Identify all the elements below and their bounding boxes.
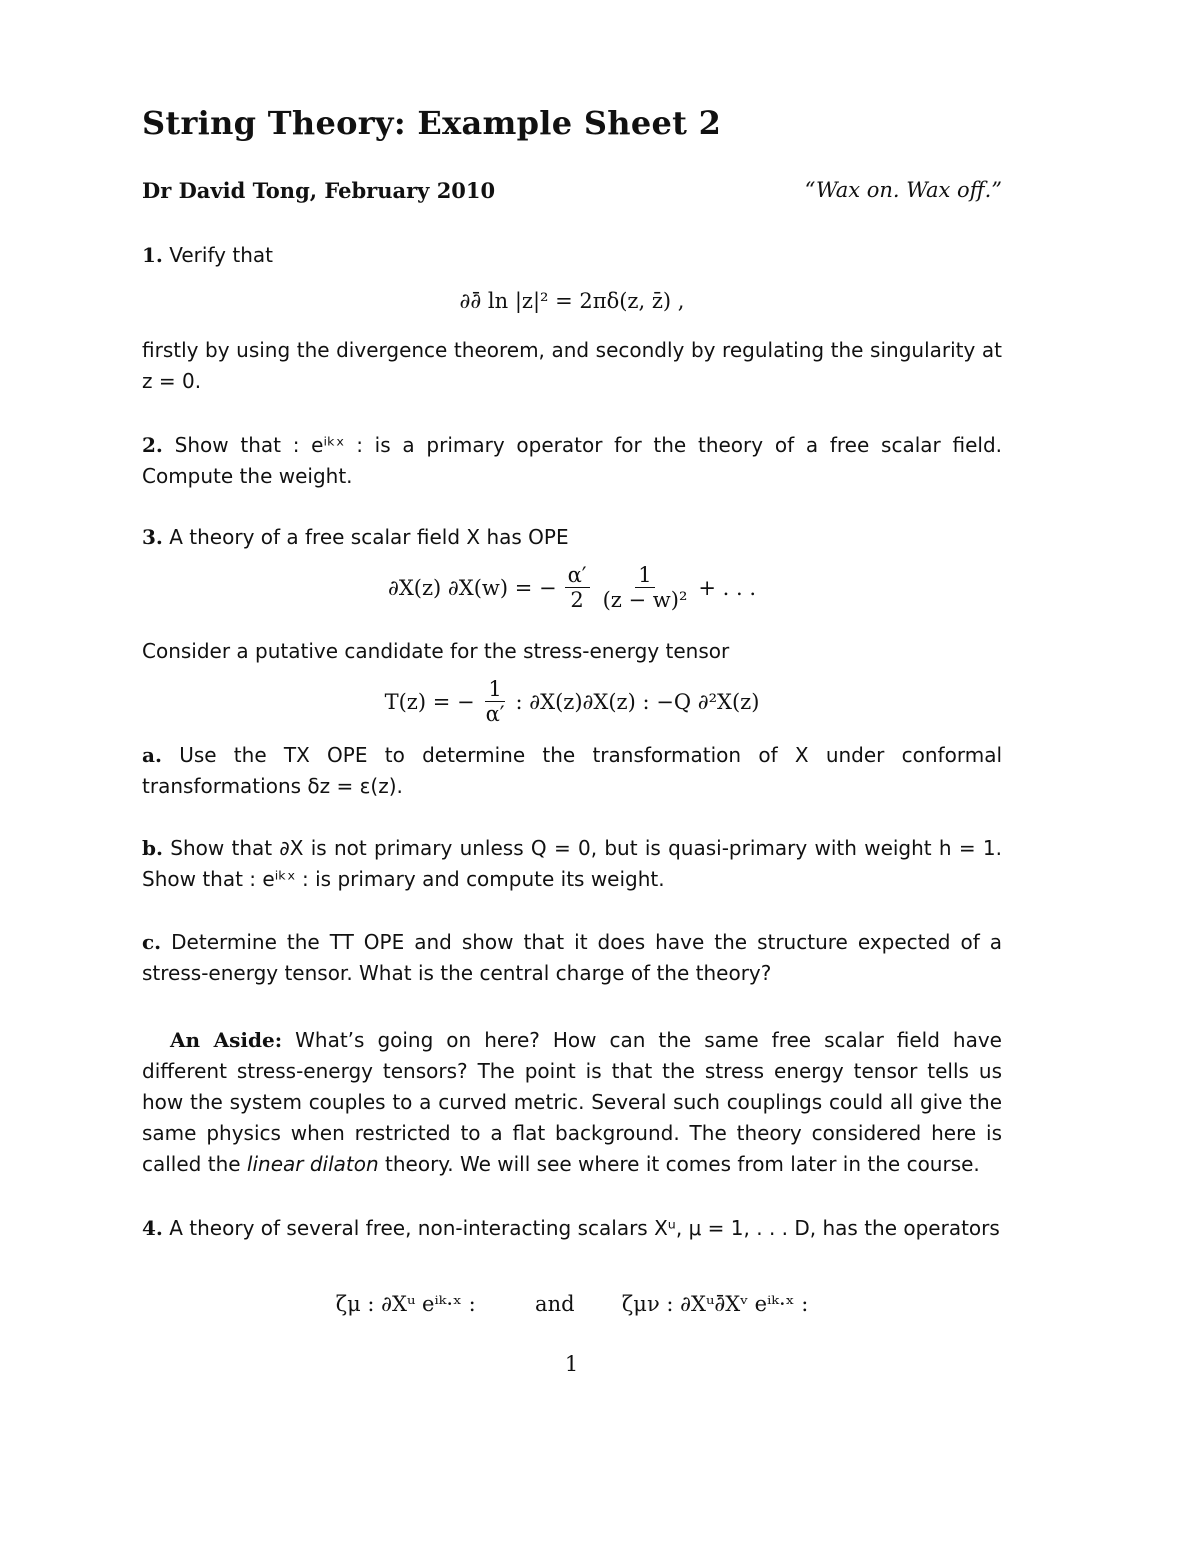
question-number: 3. [142,525,163,549]
aside-label: An Aside: [170,1028,283,1052]
denominator: α′ [485,702,505,726]
candidate-text: Consider a putative candidate for the stress-energy tensor [142,639,730,663]
equation-1: ∂∂̄ ln |z|² = 2πδ(z, z̄) , [459,289,685,313]
question-3-intro [142,522,1002,553]
part-label: a. [142,743,162,767]
motto: “Wax on. Wax off.” [804,178,1002,202]
aside-emphasis: linear dilaton [246,1152,379,1176]
question-4 [142,1213,1002,1244]
part-label: b. [142,836,163,860]
operators-equation [142,1292,1002,1316]
page-title: String Theory: Example Sheet 2 [142,104,722,142]
question-2 [142,430,1002,492]
fraction [483,677,508,726]
ope-equation [142,563,1002,612]
part-label: c. [142,930,162,954]
operator-and: and [535,1292,575,1316]
denominator: (z − w)² [602,588,688,612]
page-number: 1 [564,1352,579,1376]
stress-tensor-equation [142,677,1002,726]
numerator: 1 [485,677,504,702]
part-a [142,740,1002,802]
author-line: Dr David Tong, February 2010 [142,178,496,203]
question-number: 1. [142,243,163,267]
question-text: A theory of a free scalar field X has OPE [169,525,569,549]
question-1-text: firstly by using the divergence theorem, and secondly by regulating the singularity at z = 0. [142,338,1002,393]
question-text: Show that : eⁱᵏˣ : is a primary operator for the theory of a free scalar field. Compute the weight. [142,433,1002,488]
numerator: α′ [565,563,590,588]
denominator: 2 [570,588,584,612]
aside-paragraph [142,1025,1002,1180]
part-text: Determine the TT OPE and show that it does have the structure expected of a stress-energy tensor. What is the central charge of the theory? [142,930,1002,985]
question-text: Verify that [169,243,273,267]
question-1-intro [142,240,1002,271]
operator-2: ζμν : ∂Xᵘ∂̄Xᵛ eⁱᵏ·ˣ : [621,1292,809,1316]
part-text: Use the TX OPE to determine the transformation of X under conformal transformations δz = ε(z). [142,743,1002,798]
operator-1: ζμ : ∂Xᵘ eⁱᵏ·ˣ : [335,1292,476,1316]
ope-tail: + . . . [698,575,757,600]
t-rhs: : ∂X(z)∂X(z) : −Q ∂²X(z) [515,689,760,714]
fraction [565,563,590,612]
fraction [600,563,691,612]
t-lhs: T(z) = − [384,689,475,714]
part-b [142,833,1002,895]
part-c [142,927,1002,989]
question-text: A theory of several free, non-interacting scalars Xᵘ, μ = 1, . . . D, has the operators [169,1216,1000,1240]
aside-text-end: theory. We will see where it comes from later in the course. [385,1152,980,1176]
numerator: 1 [635,563,654,588]
question-number: 2. [142,433,163,457]
aside-text: What’s going on here? How can the same free scalar field have different stress-energy tensors? The point is that the stress energy tensor tells us how the system couples to a curved metric. Several such couplings could all give the same physics when restricted to a flat background. The theory considered here is called the [142,1028,1002,1176]
ope-lhs: ∂X(z) ∂X(w) = − [387,575,557,600]
part-text: Show that ∂X is not primary unless Q = 0, but is quasi-primary with weight h = 1. Show that : eⁱᵏˣ : is primary and compute its weight. [142,836,1003,891]
question-number: 4. [142,1216,163,1240]
